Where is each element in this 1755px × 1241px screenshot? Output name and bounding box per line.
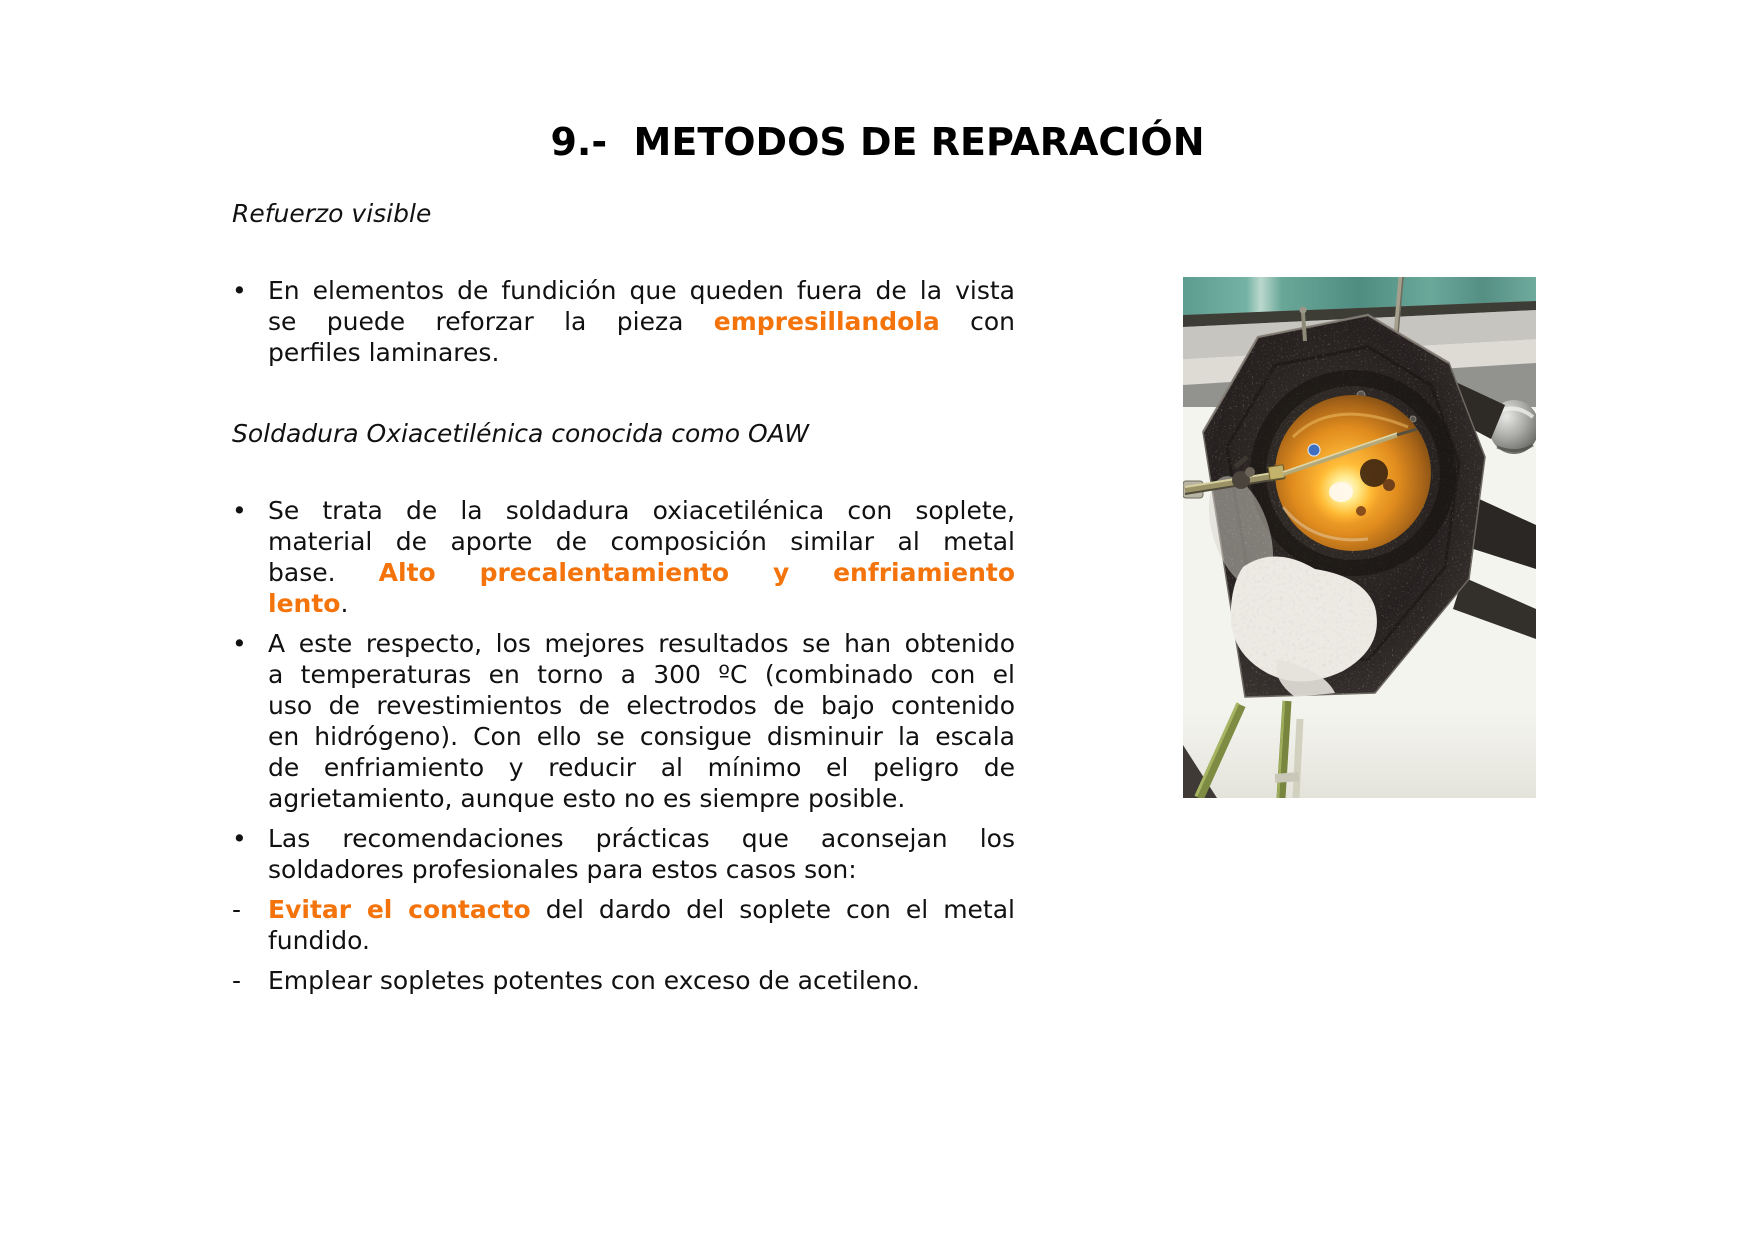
body-text: en hidrógeno). Con ello se consigue disminuir la escala	[268, 722, 1015, 751]
text-line	[232, 198, 1015, 229]
body-text: con	[939, 307, 1016, 336]
body-text: del dardo del soplete con el metal	[530, 895, 1015, 924]
dash-marker: -	[232, 966, 242, 995]
text-line	[268, 557, 1015, 588]
body-text: Se trata de la soldadura oxiacetilénica con soplete,	[268, 496, 1015, 525]
page-title: 9.- METODOS DE REPARACIÓN	[550, 120, 1205, 164]
text-line	[268, 337, 1015, 368]
body-text: se puede reforzar la pieza	[268, 307, 714, 336]
text-line	[268, 526, 1015, 557]
accent-text: Evitar el contacto	[268, 895, 531, 924]
body-text: Las recomendaciones prácticas que aconsejan los	[268, 824, 1015, 853]
body-text: soldadores profesionales para estos casos son:	[268, 855, 857, 884]
body-text: perfiles laminares.	[268, 338, 500, 367]
body-text: material de aporte de composición similar al metal	[268, 527, 1015, 556]
body-text: agrietamiento, aunque esto no es siempre posible.	[268, 784, 906, 813]
text-line	[268, 306, 1015, 337]
paragraph	[268, 275, 1015, 368]
text-line	[268, 628, 1015, 659]
text-line	[268, 965, 1015, 996]
text-line	[268, 721, 1015, 752]
body-text: En elementos de fundición que queden fuera de la vista	[268, 276, 1015, 305]
text-line	[268, 275, 1015, 306]
text-line	[268, 854, 1015, 885]
body-text: A este respecto, los mejores resultados se han obtenido	[268, 629, 1015, 658]
text-line	[268, 783, 1015, 814]
body-text-column	[232, 198, 1015, 996]
body-text: Soldadura Oxiacetilénica conocida como OAW	[232, 419, 810, 448]
body-text: uso de revestimientos de electrodos de bajo contenido	[268, 691, 1015, 720]
list-item-bullet	[232, 823, 1015, 885]
accent-text: empresillandola	[713, 307, 940, 336]
bullet-marker: •	[232, 276, 247, 305]
paragraph	[268, 894, 1015, 956]
text-line	[268, 894, 1015, 925]
body-text: Emplear sopletes potentes con exceso de acetileno.	[268, 966, 920, 995]
paragraph	[268, 965, 1015, 996]
paragraph	[268, 495, 1015, 619]
list-item-bullet	[232, 275, 1015, 368]
text-line	[232, 418, 1015, 449]
text-line	[268, 925, 1015, 956]
furnace-photo	[1183, 277, 1536, 798]
text-line	[268, 752, 1015, 783]
body-text: base.	[268, 558, 379, 587]
accent-text: Alto precalentamiento y enfriamiento	[378, 558, 1015, 587]
paragraph	[268, 823, 1015, 885]
bullet-marker: •	[232, 629, 247, 658]
section-heading	[232, 198, 1015, 229]
body-text: .	[340, 589, 349, 618]
bullet-marker: •	[232, 496, 247, 525]
body-text: de enfriamiento y reducir al mínimo el peligro de	[268, 753, 1015, 782]
text-line	[268, 690, 1015, 721]
list-item-bullet	[232, 495, 1015, 619]
bullet-marker: •	[232, 824, 247, 853]
list-item-bullet	[232, 628, 1015, 814]
text-line	[268, 823, 1015, 854]
text-line	[268, 495, 1015, 526]
section-heading	[232, 418, 1015, 449]
text-line	[268, 588, 1015, 619]
text-line	[268, 659, 1015, 690]
paragraph	[268, 628, 1015, 814]
list-item-dash	[232, 965, 1015, 996]
accent-text: lento	[268, 589, 341, 618]
body-text: fundido.	[268, 926, 370, 955]
list-item-dash	[232, 894, 1015, 956]
dash-marker: -	[232, 895, 242, 924]
body-text: a temperaturas en torno a 300 ºC (combinado con el	[268, 660, 1015, 689]
body-text: Refuerzo visible	[232, 199, 432, 228]
